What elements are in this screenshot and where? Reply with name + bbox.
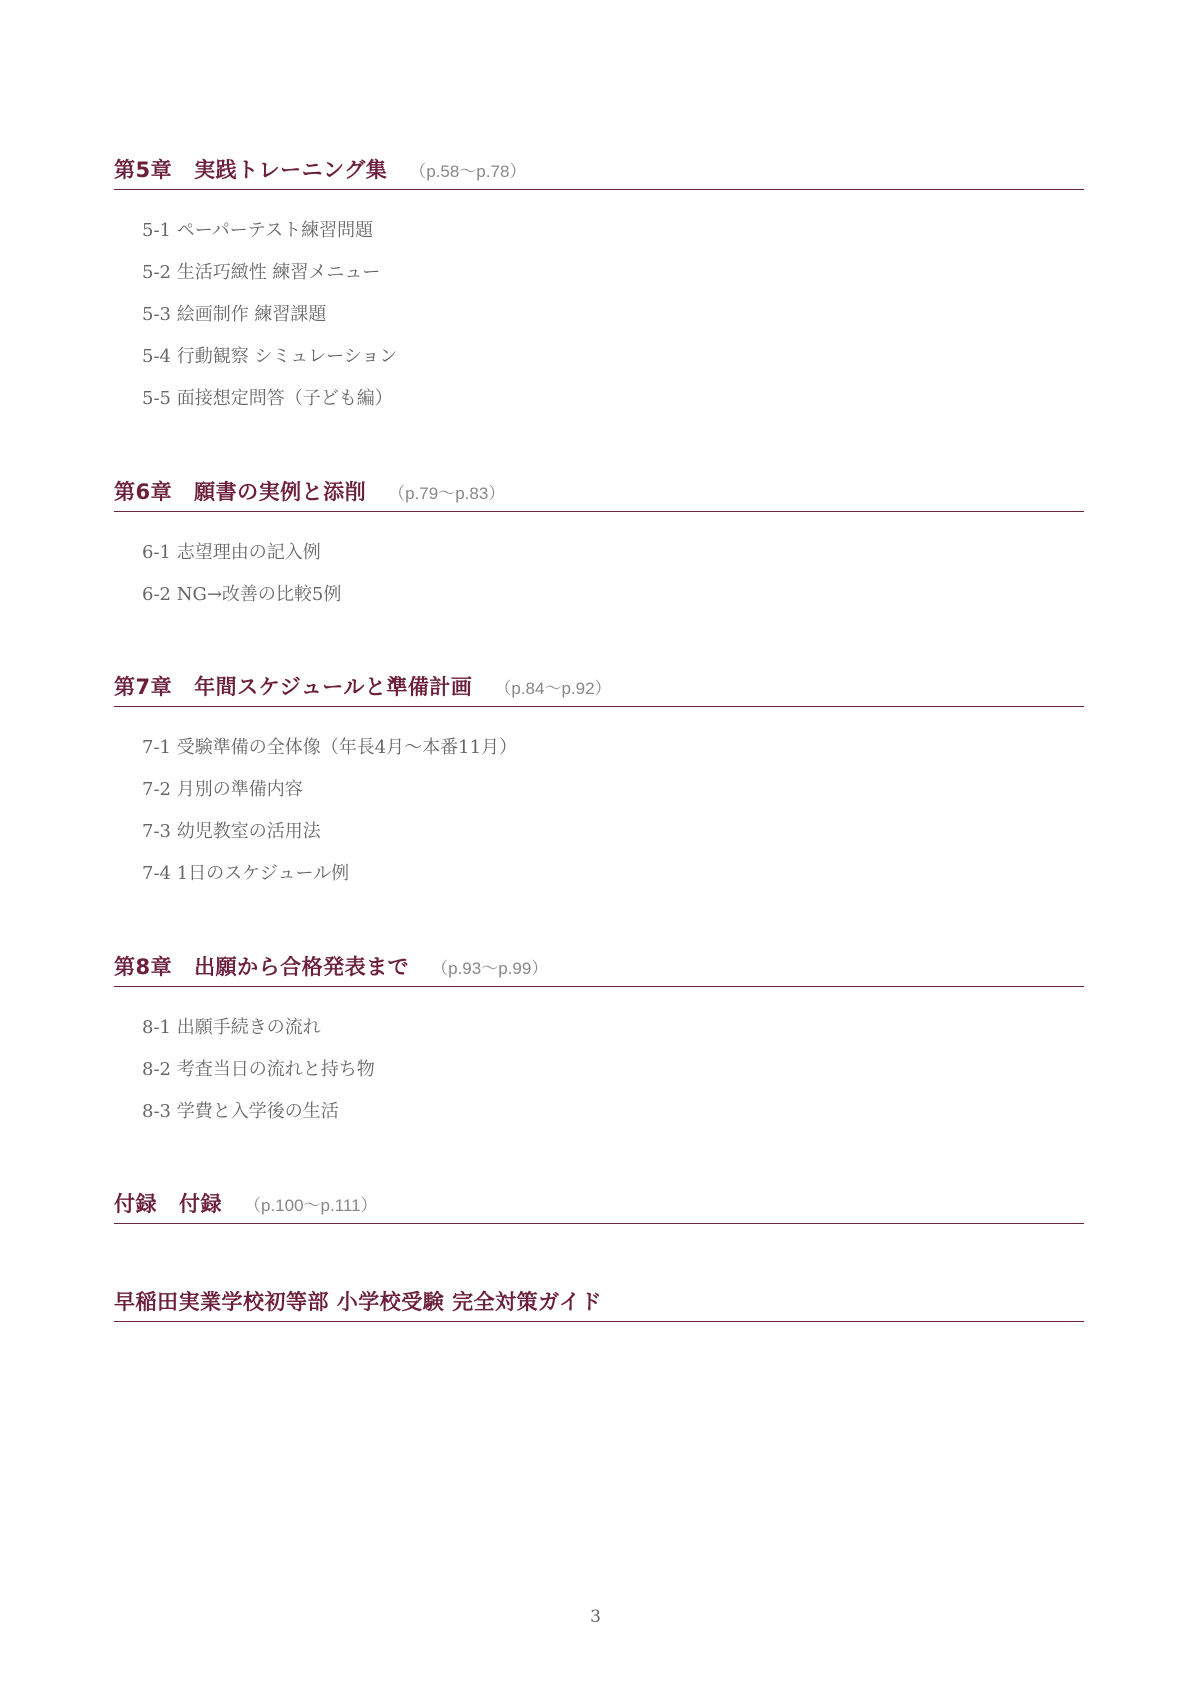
section-item: 7-2 月別の準備内容 [142,779,303,800]
appendix-section [114,1184,1084,1224]
chapter-page-range: （p.58〜p.78） [409,162,527,181]
chapter-page-range: （p.93〜p.99） [431,959,549,978]
chapter-label: 第8章 [114,955,173,979]
chapter-title: 実践トレーニング集 [194,158,388,182]
page-number: 3 [590,1607,601,1627]
chapter-heading [114,667,1084,707]
section-item: 7-4 1日のスケジュール例 [142,863,350,884]
chapter-title: 年間スケジュールと準備計画 [194,675,473,699]
chapter-5-section [114,150,1084,420]
section-item: 5-5 面接想定問答（子ども編） [142,388,393,409]
chapter-heading [114,1184,1084,1224]
section-list [114,1007,1084,1133]
chapter-label: 第6章 [114,480,173,504]
section-item: 5-2 生活巧緻性 練習メニュー [142,262,381,283]
chapter-label: 第5章 [114,158,173,182]
chapter-page-range: （p.84〜p.92） [494,679,612,698]
section-item: 5-1 ペーパーテスト練習問題 [142,220,374,241]
section-item: 7-3 幼児教室の活用法 [142,821,321,842]
chapter-label: 第7章 [114,675,173,699]
chapter-heading [114,1282,1084,1322]
section-item: 8-2 考査当日の流れと持ち物 [142,1059,375,1080]
guide-title: 早稲田実業学校初等部 小学校受験 完全対策ガイド [114,1290,602,1314]
section-item: 8-1 出願手続きの流れ [142,1017,321,1038]
chapter-title: 出願から合格発表まで [194,955,410,979]
chapter-6-section [114,472,1084,616]
chapter-title: 付録 [179,1192,222,1216]
section-item: 8-3 学費と入学後の生活 [142,1101,339,1122]
section-list [114,532,1084,616]
section-item: 6-1 志望理由の記入例 [142,542,321,563]
chapter-7-section [114,667,1084,895]
chapter-page-range: （p.100〜p.111） [244,1196,378,1215]
section-list [114,210,1084,420]
chapter-8-section [114,947,1084,1133]
section-item: 7-1 受験準備の全体像（年長4月〜本番11月） [142,737,518,758]
section-item: 5-3 絵画制作 練習課題 [142,304,327,325]
chapter-label: 付録 [114,1192,157,1216]
chapter-title: 願書の実例と添削 [194,480,367,504]
chapter-page-range: （p.79〜p.83） [388,484,506,503]
section-item: 6-2 NG→改善の比較5例 [142,584,342,605]
chapter-heading [114,472,1084,512]
section-item: 5-4 行動観察 シミュレーション [142,346,398,367]
chapter-heading [114,947,1084,987]
guide-title-section [114,1282,1084,1322]
chapter-heading [114,150,1084,190]
section-list [114,727,1084,895]
